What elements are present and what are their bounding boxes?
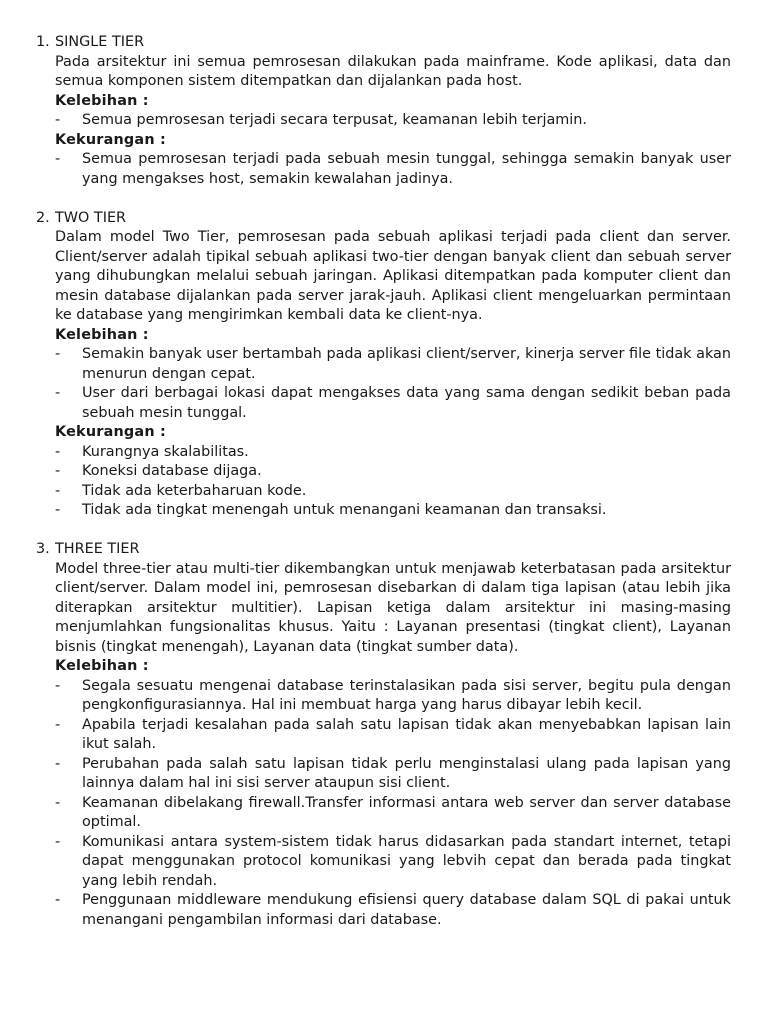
list-item [36, 111, 731, 131]
list-item [36, 443, 731, 463]
dash-bullet: - [55, 502, 61, 518]
dash-bullet: - [55, 892, 61, 908]
advantages-list [36, 677, 731, 931]
dash-bullet: - [55, 482, 61, 499]
list-item-text: Perubahan pada salah satu lapisan tidak perlu menginstalasi ulang pada lapisan yang lainnya dalam hal ini sisi server ataupun sisi client. [82, 755, 731, 791]
section-number: 1. [36, 34, 50, 50]
list-item [36, 891, 731, 930]
section-two-tier [36, 209, 731, 521]
list-item-text: Tidak ada tingkat menengah untuk menangani keamanan dan transaksi. [82, 502, 607, 518]
section-title: TWO TIER [55, 209, 127, 226]
advantages-label: Kelebihan : [55, 326, 149, 343]
list-item [36, 150, 731, 189]
dash-bullet: - [55, 755, 61, 772]
section-title: THREE TIER [55, 541, 140, 557]
list-item-text: Komunikasi antara system-sistem tidak harus didasarkan pada standart internet, tetapi dapat menggunakan protocol komunikasi yang lebvih cepat dan berada pada tingkat yang lebih rendah. [82, 833, 731, 889]
section-description: Pada arsitektur ini semua pemrosesan dilakukan pada mainframe. Kode aplikasi, data dan semua komponen sistem ditempatkan dan dijalankan pada host. [55, 53, 731, 89]
disadvantages-list [36, 443, 731, 521]
list-item-text: Semua pemrosesan terjadi secara terpusat, keamanan lebih terjamin. [82, 112, 587, 128]
list-item-text: Penggunaan middleware mendukung efisiensi query database dalam SQL di pakai untuk menangani pengambilan informasi dari database. [82, 892, 731, 928]
section-heading [36, 33, 731, 53]
dash-bullet: - [55, 463, 61, 479]
section-three-tier [36, 540, 731, 930]
disadvantages-label: Kekurangan : [55, 424, 166, 440]
dash-bullet: - [55, 833, 61, 850]
section-title: SINGLE TIER [55, 34, 145, 50]
list-item [36, 501, 731, 521]
section-description: Model three-tier atau multi-tier dikembangkan untuk menjawab keterbatasan pada arsitektur client/server. Dalam model ini, pemrosesan disebarkan di dalam tiga lapisan (atau lebih jika diterapkan arsitektur multitier). Lapisan ketiga dalam arsitektur ini masing-masing menjumlahkan fungsionalitas khusus. Yaitu : Layanan presentasi (tingkat client), Layanan bisnis (tingkat menengah), Layanan data (tingkat sumber data). [55, 560, 731, 655]
dash-bullet: - [55, 385, 61, 401]
list-item-text: Tidak ada keterbaharuan kode. [82, 482, 307, 499]
list-item [36, 755, 731, 794]
disadvantages-list [36, 150, 731, 189]
advantages-list [36, 111, 731, 131]
dash-bullet: - [55, 346, 61, 362]
dash-bullet: - [55, 794, 61, 811]
section-number: 3. [36, 541, 50, 557]
list-item [36, 833, 731, 892]
section-number: 2. [36, 209, 50, 226]
list-item-text: Keamanan dibelakang firewall.Transfer informasi antara web server dan server database optimal. [82, 794, 731, 830]
list-item-text: User dari berbagai lokasi dapat mengakses data yang sama dengan sedikit beban pada sebuah mesin tunggal. [82, 385, 731, 421]
section-heading [36, 540, 731, 560]
list-item-text: Segala sesuatu mengenai database terinstalasikan pada sisi server, begitu pula dengan pengkonfigurasiannya. Hal ini membuat harga yang harus dibayar lebih kecil. [82, 677, 731, 713]
list-item-text: Semua pemrosesan terjadi pada sebuah mesin tunggal, sehingga semakin banyak user yang mengakses host, semakin kewalahan jadinya. [82, 151, 731, 187]
list-item-text: Kurangnya skalabilitas. [82, 443, 249, 460]
list-item-text: Koneksi database dijaga. [82, 463, 262, 479]
dash-bullet: - [55, 112, 61, 128]
dash-bullet: - [55, 443, 61, 460]
section-single-tier [36, 33, 731, 189]
dash-bullet: - [55, 677, 61, 694]
list-item-text: Apabila terjadi kesalahan pada salah satu lapisan tidak akan menyebabkan lapisan lain ikut salah. [82, 716, 731, 752]
list-item [36, 482, 731, 502]
dash-bullet: - [55, 716, 61, 733]
advantages-label: Kelebihan : [55, 658, 149, 674]
list-item [36, 462, 731, 482]
list-item [36, 384, 731, 423]
disadvantages-label: Kekurangan : [55, 131, 166, 148]
list-item-text: Semakin banyak user bertambah pada aplikasi client/server, kinerja server file tidak akan menurun dengan cepat. [82, 346, 731, 382]
advantages-list [36, 345, 731, 423]
dash-bullet: - [55, 151, 61, 167]
list-item [36, 716, 731, 755]
section-description: Dalam model Two Tier, pemrosesan pada sebuah aplikasi terjadi pada client dan server. Client/server adalah tipikal sebuah aplikasi two-tier dengan banyak client dan sebuah server yang dihubungkan melalui sebuah jaringan. Aplikasi ditempatkan pada komputer client dan mesin database dijalankan pada server jarak-jauh. Aplikasi client mengeluarkan permintaan ke database yang mengirimkan kembali data ke client-nya. [55, 229, 731, 323]
advantages-label: Kelebihan : [55, 92, 149, 109]
list-item [36, 794, 731, 833]
list-item [36, 345, 731, 384]
list-item [36, 677, 731, 716]
section-heading [36, 209, 731, 229]
